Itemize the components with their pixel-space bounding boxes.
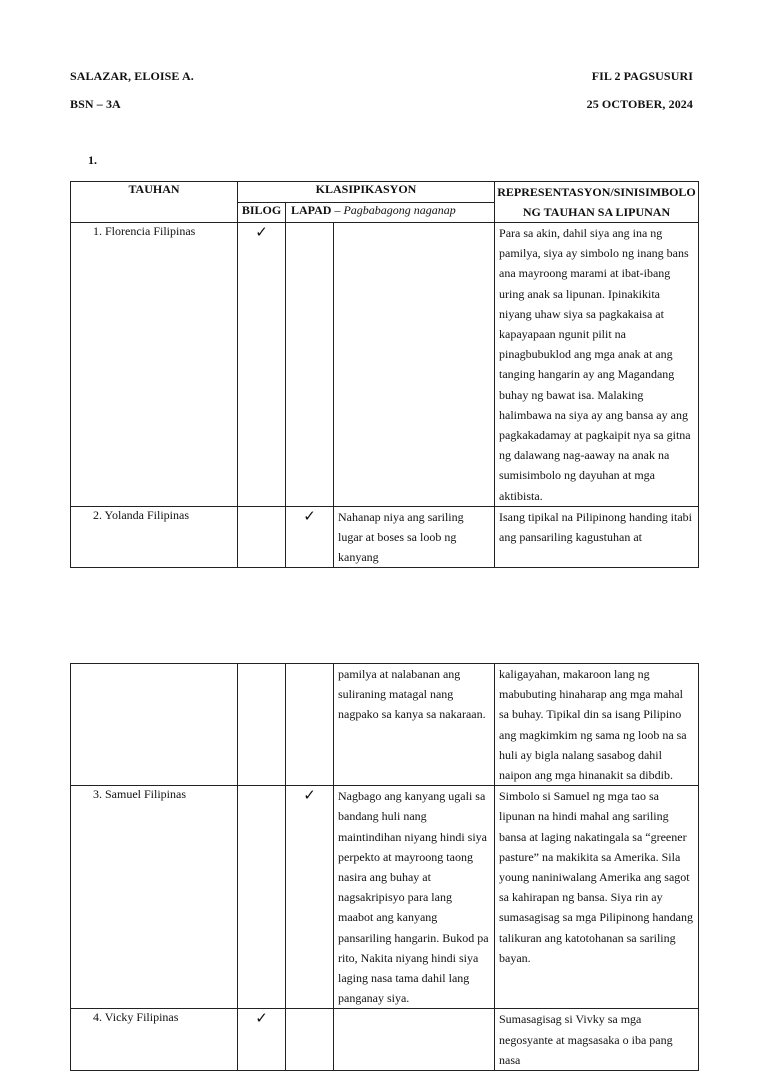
representasyon-cell: Isang tipikal na Pilipinong handing itabi ang pansariling kagustuhan at: [495, 506, 699, 568]
representasyon-cell: kaligayahan, makaroon lang ng mabubuting hinaharap ang mga mahal sa buhay. Tipikal din sa isang Pilipino ang magkimkim ng sama ng loob na sa huli ay bigla nalang sasabog dahil naipon ang mga hinanakit sa dibdib.: [495, 664, 699, 786]
student-section: BSN – 3A: [70, 97, 121, 111]
pagbabago-cell: [334, 223, 495, 507]
table-row: [71, 1009, 699, 1071]
representasyon-cell: Simbolo si Samuel ng mga tao sa lipunan na hindi mahal ang sariling bansa at laging nakatingala sa “greener pasture” na makikita sa Amerika. Sila young naniniwalang Amerika ang sagot sa kahirapan ng bansa. Siya rin ay sumasagisag sa mga Pilipinong handang talikuran ang katotohanan sa sariling bayan.: [495, 786, 699, 1009]
character-name: 1. Florencia Filipinas: [71, 223, 238, 507]
character-table-page2: [70, 663, 699, 1071]
table-row: [71, 223, 699, 507]
pagbabago-cell: Nagbago ang kanyang ugali sa bandang huli nang maintindihan niyang hindi siya perpekto at mayroong taong nasira ang buhay at nagsakripisyo para lang maabot ang kanyang pansariling hangarin. Bukod pa rito, Nakita niyang hindi siya laging nasa tama dahil lang panganay siya.: [334, 786, 495, 1009]
header-representasyon: REPRESENTASYON/SINISIMBOLO NG TAUHAN SA LIPUNAN: [495, 182, 699, 223]
character-table-page1: [70, 181, 699, 568]
date-label: 25 OCTOBER, 2024: [586, 97, 693, 111]
lapad-check: [286, 664, 334, 786]
bilog-check: [238, 506, 286, 568]
character-name: 3. Samuel Filipinas: [71, 786, 238, 1009]
lapad-check: [286, 1009, 334, 1071]
pagbabago-cell: Nahanap niya ang sariling lugar at boses sa loob ng kanyang: [334, 506, 495, 568]
header-klasipikasyon: KLASIPIKASYON: [238, 182, 495, 203]
student-name: SALAZAR, ELOISE A.: [70, 69, 194, 83]
item-number: 1.: [88, 153, 97, 167]
pagbabago-cell: pamilya at nalabanan ang suliraning matagal nang nagpako sa kanya sa nakaraan.: [334, 664, 495, 786]
table-row: [71, 786, 699, 1009]
character-name: [71, 664, 238, 786]
bilog-check: ✓: [238, 223, 286, 507]
representasyon-cell: Sumasagisag si Vivky sa mga negosyante at magsasaka o iba pang nasa: [495, 1009, 699, 1071]
lapad-check: ✓: [286, 786, 334, 1009]
lapad-check: ✓: [286, 506, 334, 568]
character-name: 4. Vicky Filipinas: [71, 1009, 238, 1071]
header-tauhan: TAUHAN: [71, 182, 238, 223]
lapad-check: [286, 223, 334, 507]
header-bilog: BILOG: [238, 202, 286, 223]
table-row: [71, 506, 699, 568]
bilog-check: ✓: [238, 1009, 286, 1071]
pagbabago-cell: [334, 1009, 495, 1071]
representasyon-cell: Para sa akin, dahil siya ang ina ng pamilya, siya ay simbolo ng inang bans ana mayroong marami at ibat-ibang uring anak sa lipunan. Ipinakikita niyang uhaw siya sa pagkakaisa at kapayapaan ngunit pilit na pinagbubuklod ang mga anak at ang tanging hangarin ay ang Magandang buhay ng bawat isa. Malaking halimbawa na siya ay ang bansa ay ang pagkakadamay at pagkaipit nya sa gitna ng dalawang nag-aaway na anak na sumisimbolo ng dayuhan at mga aktibista.: [495, 223, 699, 507]
header-lapad: LAPAD – Pagbabagong naganap: [286, 202, 495, 223]
subject-label: FIL 2 PAGSUSURI: [591, 69, 693, 83]
table-row: [71, 664, 699, 786]
bilog-check: [238, 664, 286, 786]
character-name: 2. Yolanda Filipinas: [71, 506, 238, 568]
bilog-check: [238, 786, 286, 1009]
